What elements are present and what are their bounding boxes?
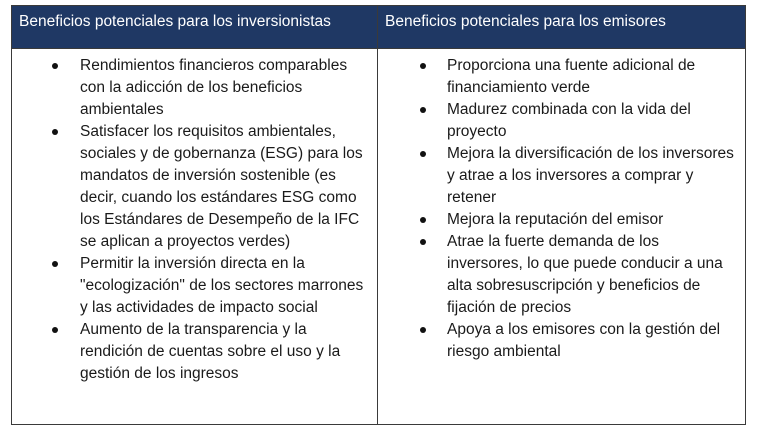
list-item-text: Apoya a los emisores con la gestión del riesgo ambiental xyxy=(447,321,721,360)
bullet-icon xyxy=(420,239,426,245)
list-item xyxy=(12,253,377,319)
list-item-text: Satisfacer los requisitos ambientales, sociales y de gobernanza (ESG) para los mandatos de inversión sostenible (es decir, cuando los estándares ESG como los Estándares de Desempeño de la IFC se aplican a proyectos verdes) xyxy=(80,123,363,250)
bullet-icon xyxy=(420,151,426,157)
issuers-benefits-list xyxy=(378,55,745,363)
list-item-text: Aumento de la transparencia y la rendición de cuentas sobre el uso y la gestión de los ingresos xyxy=(80,321,341,382)
list-item xyxy=(378,231,745,319)
list-item xyxy=(378,143,745,209)
bullet-icon xyxy=(420,107,426,113)
list-item-text: Rendimientos financieros comparables con la adicción de los beneficios ambientales xyxy=(80,57,348,118)
investors-benefits-list xyxy=(12,55,377,385)
list-item-text: Permitir la inversión directa en la "ecologización" de los sectores marrones y las actividades de impacto social xyxy=(80,255,364,316)
list-item-text: Mejora la reputación del emisor xyxy=(447,211,664,228)
bullet-icon xyxy=(420,217,426,223)
list-item-text: Mejora la diversificación de los inversores y atrae a los inversores a comprar y retener xyxy=(447,145,734,206)
list-item xyxy=(378,209,745,231)
header-issuers: Beneficios potenciales para los emisores xyxy=(378,6,745,49)
list-item xyxy=(378,319,745,363)
bullet-icon xyxy=(420,63,426,69)
list-item xyxy=(12,55,377,121)
list-item-text: Proporciona una fuente adicional de financiamiento verde xyxy=(447,57,696,96)
list-item xyxy=(378,99,745,143)
list-item-text: Atrae la fuerte demanda de los inversores, lo que puede conducir a una alta sobresuscripción y beneficios de fijación de precios xyxy=(447,233,723,316)
bullet-icon xyxy=(52,63,58,69)
header-investors: Beneficios potenciales para los inversionistas xyxy=(12,6,378,49)
bullet-icon xyxy=(52,129,58,135)
list-item-text: Madurez combinada con la vida del proyecto xyxy=(447,101,691,140)
benefits-table xyxy=(11,5,746,425)
list-item xyxy=(12,319,377,385)
bullet-icon xyxy=(52,327,58,333)
bullet-icon xyxy=(420,327,426,333)
list-item xyxy=(12,121,377,253)
investors-benefits-cell xyxy=(12,49,378,424)
issuers-benefits-cell xyxy=(378,49,745,424)
list-item xyxy=(378,55,745,99)
bullet-icon xyxy=(52,261,58,267)
